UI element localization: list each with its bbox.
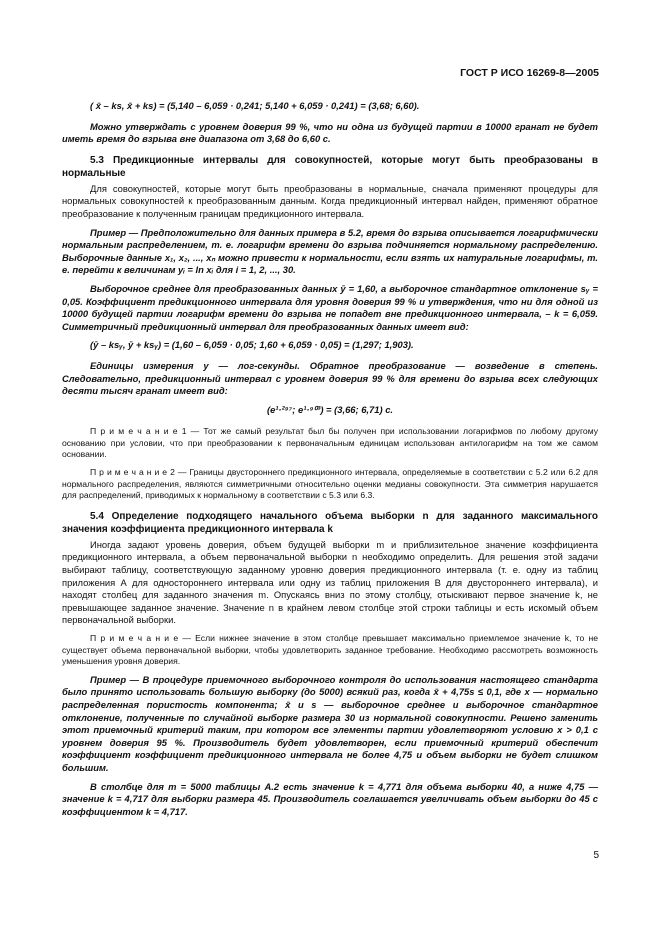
example-paragraph: Единицы измерения y — лог-секунды. Обратное преобразование — возведение в степень. Следовательно, предикционный интервал с уровнем доверия 99 % для времени до взрыва всех следующих десяти тысяч гранат имеет вид:: [62, 359, 598, 397]
example-conclusion: Можно утверждать с уровнем доверия 99 %, что ни одна из будущей партии в 10000 гранат не будет иметь время до взрыва вне диапазона от 3,68 до 6,60 с.: [62, 120, 598, 145]
example-paragraph: В столбце для m = 5000 таблицы А.2 есть значение k = 4,771 для объема выборки 40, а ниже 4,75 — значение k = 4,717 для выборки размера 45. Производитель соглашается увеличивать объем выборки до 45 с коэффициентом k = 4,717.: [62, 780, 598, 817]
paragraph: Иногда задают уровень доверия, объем будущей выборки m и приблизительное значение коэффициента предикционного интервала, а объем первоначальной выборки n необходимо определить. Для решения этой задачи выбирают таблицу, соответствующую заданному уровню доверия предикционного интервала (т. е. одну из таблиц приложения А для одностороннего интервала или одну из таблиц приложения В для двустороннего интервала), и находят столбец для заданного значения m. Опускаясь вниз по этому столбцу, отыскивают первое значение k, не превышающее заданное значение. Значение n в крайнем левом столбце этой строки таблицы и есть искомый объем первоначальной выборки.: [62, 538, 598, 626]
paragraph: Для совокупностей, которые могут быть преобразованы в нормальные, сначала применяют процедуры для нормальных совокупностей к преобразованным данным. Когда предикционный интервал найден, применяют обратное преобразование к полученным границам предикционного интервала.: [62, 182, 598, 219]
formula-prediction-interval: ( x̄ – ks, x̄ + ks) = (5,140 – 6,059 · 0,241; 5,140 + 6,059 · 0,241) = (3,68; 6,60).: [90, 100, 420, 111]
document-code: ГОСТ Р ИСО 16269-8—2005: [460, 67, 599, 79]
section-heading-5-3: 5.3 Предикционные интервалы для совокупностей, которые могут быть преобразованы в нормальные: [62, 154, 598, 179]
example-paragraph: Пример — В процедуре приемочного выборочного контроля до использования настоящего стандарта было принято использовать большую выборку (до 5000) всякий раз, когда x̄ + 4,75s ≤ 0,1, где x — нормально распределенная пористость компонента; x̄ и s — выборочное среднее и выборочное стандартное отклонение, полученные по случайной выборке размера 30 из нормальной совокупности. Решено заменить этот приемочный критерий таким, при котором все элементы партии удовлетворяют условию x > 0,1 с уровнем доверия 95 %. Производитель будет удовлетворен, если приемочный критерий обеспечит коэффициент коэффициент предикционного интервала не более 4,75 и объем выборки не будет слишком большим.: [62, 673, 598, 773]
note-1: П р и м е ч а н и е 1 — Тот же самый результат был бы получен при использовании логарифмов по любому другому основанию при условии, что при преобразовании к первоначальным единицам использован антилогарифм на том же самом основании.: [62, 426, 598, 460]
page-number: 5: [593, 850, 599, 861]
formula-transformed-interval: (ȳ – ksᵧ, ȳ + ksᵧ) = (1,60 – 6,059 · 0,05; 1,60 + 6,059 · 0,05) = (1,297; 1,903).: [90, 339, 414, 351]
note: П р и м е ч а н и е — Если нижнее значение в этом столбце превышает максимально приемлемое значение k, то не существует объема первоначальной выборки, чтобы удовлетворить заданное требование. Необходимо рассмотреть возможность уменьшения уровня доверия.: [62, 633, 598, 667]
example-paragraph: Пример — Предположительно для данных примера в 5.2, время до взрыва описывается логарифмически нормальным распределением, т. е. логарифм времени до взрыва подчиняется нормальному распределению. Выборочные данные x₁, x₂, ..., xₙ можно привести к нормальности, если взять их натуральные логарифмы, т. е. перейти к величинам yᵢ = ln xᵢ для i = 1, 2, ..., 30.: [62, 226, 598, 276]
note-2: П р и м е ч а н и е 2 — Границы двустороннего предикционного интервала, определяемые в соответствии с 5.2 или 6.2 для нормального распределения, являются симметричными относительно оценки медианы совокупности. Эта симметрия нарушается для распределений, приводимых к нормальному в соответствии с 5.3 или 6.3.: [62, 467, 598, 501]
page-content: [62, 100, 598, 824]
formula-exponent-interval: (e¹·²⁹⁷; e¹·⁹⁰³) = (3,66; 6,71) с.: [266, 403, 394, 415]
section-heading-5-4: 5.4 Определение подходящего начального объема выборки n для заданного максимального значения коэффициента предикционного интервала k: [62, 510, 598, 535]
example-paragraph: Выборочное среднее для преобразованных данных ȳ = 1,60, а выборочное стандартное отклонение sᵧ = 0,05. Коэффициент предикционного интервала для уровня доверия 99 % и утверждения, что ни для одной из 10000 будущей партии логарифм времени до взрыва не попадет вне предикционного интервала, – k = 6,059. Симметричный предикционный интервал для преобразованных данных имеет вид:: [62, 282, 598, 332]
